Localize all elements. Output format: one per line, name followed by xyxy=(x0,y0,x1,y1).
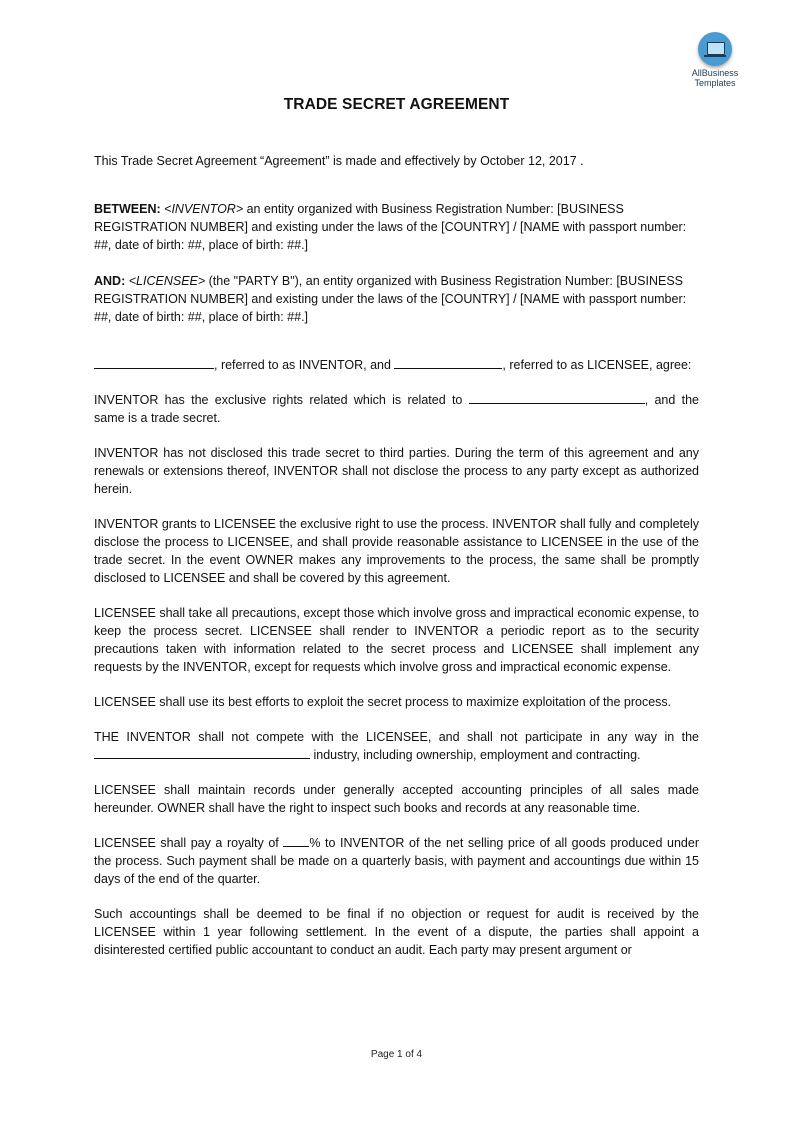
and-party: <LICENSEE> xyxy=(128,274,206,288)
royalty-percent-blank[interactable] xyxy=(283,834,309,847)
royalty-text-a: LICENSEE shall pay a royalty of xyxy=(94,836,279,850)
royalty-text-b: % to INVENTOR of the net selling price of all goods produced under the process. Such payment shall be made on a quarterly basis, with payment and accountings due within 15 days of the end of the quarter. xyxy=(94,836,699,886)
between-text: an entity organized with Business Registration Number: [BUSINESS REGISTRATION NUMBER] and existing under the laws of the [COUNTRY] / [NAME with passport number: ##, date of birth: ##, place of birth: ##.] xyxy=(94,202,687,252)
compete-text-a: THE INVENTOR shall not compete with the LICENSEE, and shall not participate in any way in the xyxy=(94,730,699,744)
royalty-paragraph xyxy=(94,834,699,888)
rights-text-b: , and the same is a trade secret. xyxy=(94,393,699,425)
audit-paragraph: Such accountings shall be deemed to be final if no objection or request for audit is received by the LICENSEE within 1 year following settlement. In the event of a dispute, the parties shall appoint a disinterested certified public accountant to conduct an audit. Each party may present argument or xyxy=(94,907,699,957)
compete-text-b: industry, including ownership, employment and contracting. xyxy=(310,748,641,762)
allbusiness-logo xyxy=(686,32,744,88)
rights-paragraph xyxy=(94,391,699,427)
inventor-name-blank[interactable] xyxy=(94,356,214,369)
page-number: Page 1 of 4 xyxy=(370,1049,423,1060)
between-party: <INVENTOR> xyxy=(164,202,244,216)
computer-icon xyxy=(698,32,732,66)
rights-subject-blank[interactable] xyxy=(469,391,645,404)
grant-paragraph: INVENTOR grants to LICENSEE the exclusive right to use the process. INVENTOR shall fully and completely disclose the process to LICENSEE, and shall provide reasonable assistance to LICENSEE in the use of the trade secret. In the event OWNER makes any improvements to the process, the same shall be promptly disclosed to LICENSEE and shall be covered by this agreement. xyxy=(94,517,699,585)
referred-paragraph xyxy=(94,356,699,374)
document-title: TRADE SECRET AGREEMENT xyxy=(283,96,510,113)
exploit-paragraph: LICENSEE shall use its best efforts to exploit the secret process to maximize exploitation of the process. xyxy=(94,695,672,709)
disclosure-paragraph: INVENTOR has not disclosed this trade secret to third parties. During the term of this agreement and any renewals or extensions thereof, INVENTOR shall not disclose the process to any party except as authorized herein. xyxy=(94,446,699,496)
logo-line-1: AllBusiness xyxy=(691,68,739,78)
licensee-name-blank[interactable] xyxy=(394,356,502,369)
precautions-paragraph: LICENSEE shall take all precautions, except those which involve gross and impractical economic expense, to keep the process secret. LICENSEE shall render to INVENTOR a periodic report as to the security precautions taken with information related to the secret process and LICENSEE shall implement any requests by the INVENTOR, except for requests which involve gross and impractical economic expense. xyxy=(94,606,699,674)
intro-paragraph: This Trade Secret Agreement “Agreement” is made and effectively by October 12, 2017 . xyxy=(94,154,584,168)
referred-text-a: , referred to as INVENTOR, and xyxy=(214,358,391,372)
logo-text xyxy=(686,68,744,88)
referred-text-b: , referred to as LICENSEE, agree: xyxy=(502,358,692,372)
logo-line-2: Templates xyxy=(694,78,736,88)
rights-text-a: INVENTOR has the exclusive rights related which is related to xyxy=(94,393,463,407)
and-clause xyxy=(94,272,699,326)
industry-blank[interactable] xyxy=(94,746,310,759)
and-text: (the "PARTY B"), an entity organized with Business Registration Number: [BUSINESS REGISTRATION NUMBER] and existing under the laws of the [COUNTRY] / [NAME with passport number: ##, date of birth: ##, place of birth: ##.] xyxy=(94,274,687,324)
records-paragraph: LICENSEE shall maintain records under generally accepted accounting principles of all sales made hereunder. OWNER shall have the right to inspect such books and records at any reasonable time. xyxy=(94,783,699,815)
and-label: AND: xyxy=(94,274,126,288)
between-label: BETWEEN: xyxy=(94,202,161,216)
document-body xyxy=(94,152,699,976)
between-clause xyxy=(94,200,699,254)
compete-paragraph xyxy=(94,728,699,764)
